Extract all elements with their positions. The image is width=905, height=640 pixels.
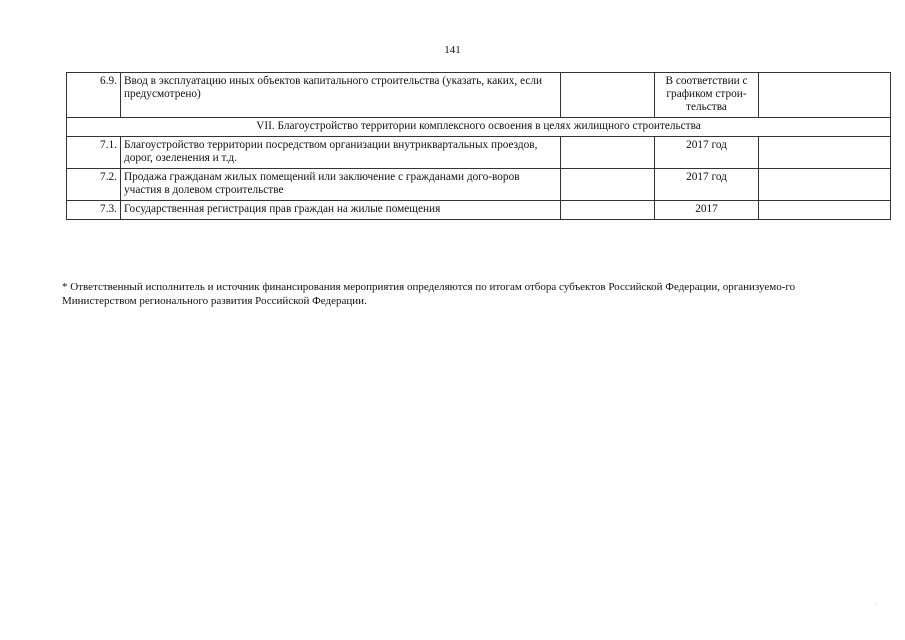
row-number: 6.9. — [67, 73, 121, 118]
row-funding — [759, 169, 891, 201]
row-description: Государственная регистрация прав граждан на жилые помещения — [121, 201, 561, 220]
table-row — [67, 169, 891, 201]
row-term: В соответствии с графиком строи-тельства — [655, 73, 759, 118]
footnote: * Ответственный исполнитель и источник финансирования мероприятия определяются по итогам отбора субъектов Российской Федерации, организуемо-го Министерством регионального развития Российской Федерации. — [62, 281, 796, 307]
section-header-row — [67, 118, 891, 137]
row-responsible — [561, 201, 655, 220]
row-description: Благоустройство территории посредством организации внутриквартальных проездов, дорог, озеленения и т.д. — [121, 137, 561, 169]
row-term: 2017 — [655, 201, 759, 220]
row-description: Продажа гражданам жилых помещений или заключение с гражданами дого-воров участия в долевом строительстве — [121, 169, 561, 201]
row-responsible — [561, 169, 655, 201]
row-number: 7.1. — [67, 137, 121, 169]
row-number: 7.2. — [67, 169, 121, 201]
row-responsible — [561, 73, 655, 118]
row-number: 7.3. — [67, 201, 121, 220]
section-title: VII. Благоустройство территории комплексного освоения в целях жилищного строительства — [67, 118, 891, 137]
table-row — [67, 73, 891, 118]
row-term: 2017 год — [655, 137, 759, 169]
row-responsible — [561, 137, 655, 169]
row-funding — [759, 137, 891, 169]
row-description: Ввод в эксплуатацию иных объектов капитального строительства (указать, каких, если предусмотрено) — [121, 73, 561, 118]
row-funding — [759, 201, 891, 220]
table-row — [67, 201, 891, 220]
table-row — [67, 137, 891, 169]
row-term: 2017 год — [655, 169, 759, 201]
measures-table — [66, 72, 891, 220]
scan-dot-mark: · — [876, 602, 878, 608]
row-funding — [759, 73, 891, 118]
page-number: 141 — [444, 44, 461, 56]
